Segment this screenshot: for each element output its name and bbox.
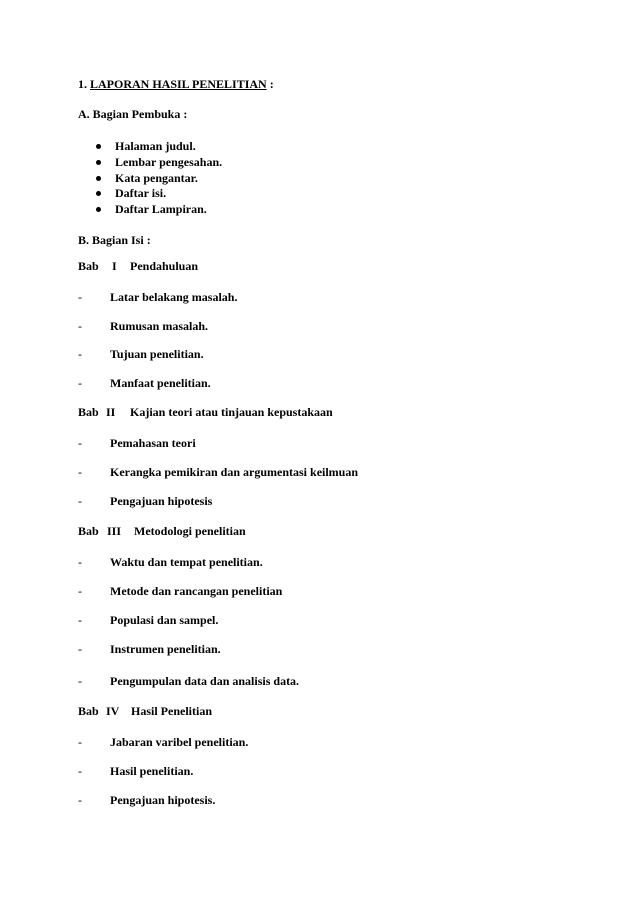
bab-title: Kajian teori atau tinjauan kepustakaan	[130, 405, 333, 419]
bab-numeral: IV	[106, 704, 120, 718]
bab-numeral: III	[107, 524, 122, 538]
dash-marker: -	[78, 555, 82, 569]
bullet-dot-icon	[96, 160, 101, 165]
bab-title: Metodologi penelitian	[134, 524, 246, 538]
bab-label: Bab	[78, 704, 99, 718]
list-item-text: Latar belakang masalah.	[110, 290, 238, 304]
bab-numeral: II	[106, 405, 116, 419]
dash-marker: -	[78, 735, 82, 749]
dash-marker: -	[78, 674, 82, 688]
document-title	[78, 77, 274, 91]
list-item-text: Pengajuan hipotesis.	[110, 793, 216, 807]
title-underlined: LAPORAN HASIL PENELITIAN	[90, 77, 267, 91]
list-item-text: Waktu dan tempat penelitian.	[110, 555, 263, 569]
section-a-heading: A. Bagian Pembuka :	[78, 107, 188, 121]
dash-marker: -	[78, 376, 82, 390]
bullet-text: Lembar pengesahan.	[115, 155, 223, 169]
bullet-dot-icon	[96, 176, 101, 181]
bullet-text: Halaman judul.	[115, 139, 196, 153]
bab-label: Bab	[78, 259, 99, 273]
dash-marker: -	[78, 347, 82, 361]
bab-title: Hasil Penelitian	[131, 704, 212, 718]
dash-marker: -	[78, 436, 82, 450]
bullet-dot-icon	[96, 207, 101, 212]
bullet-text: Daftar Lampiran.	[115, 202, 207, 216]
dash-marker: -	[78, 494, 82, 508]
list-item-text: Tujuan penelitian.	[110, 347, 204, 361]
bullet-text: Daftar isi.	[115, 186, 167, 200]
dash-marker: -	[78, 613, 82, 627]
bullet-dot-icon	[96, 191, 101, 196]
list-item-text: Hasil penelitian.	[110, 764, 194, 778]
list-item-text: Populasi dan sampel.	[110, 613, 219, 627]
dash-marker: -	[78, 642, 82, 656]
dash-marker: -	[78, 793, 82, 807]
dash-marker: -	[78, 290, 82, 304]
title-number: 1.	[78, 77, 87, 91]
list-item-text: Pengumpulan data dan analisis data.	[110, 674, 300, 688]
list-item-text: Metode dan rancangan penelitian	[110, 584, 283, 598]
section-b-heading: B. Bagian Isi :	[78, 233, 151, 247]
bullet-dot-icon	[96, 144, 101, 149]
list-item-text: Rumusan masalah.	[110, 319, 209, 333]
list-item-text: Pengajuan hipotesis	[110, 494, 213, 508]
list-item-text: Manfaat penelitian.	[110, 376, 211, 390]
bab-title: Pendahuluan	[130, 259, 199, 273]
dash-marker: -	[78, 764, 82, 778]
list-item-text: Pemahasan teori	[110, 436, 196, 450]
dash-marker: -	[78, 465, 82, 479]
bab-numeral: I	[112, 259, 117, 273]
dash-marker: -	[78, 319, 82, 333]
title-suffix: :	[266, 77, 274, 91]
list-item-text: Kerangka pemikiran dan argumentasi keilmuan	[110, 465, 359, 479]
bullet-text: Kata pengantar.	[115, 171, 198, 185]
bab-label: Bab	[78, 405, 99, 419]
list-item-text: Jabaran varibel penelitian.	[110, 735, 249, 749]
dash-marker: -	[78, 584, 82, 598]
bab-label: Bab	[78, 524, 99, 538]
list-item-text: Instrumen penelitian.	[110, 642, 221, 656]
